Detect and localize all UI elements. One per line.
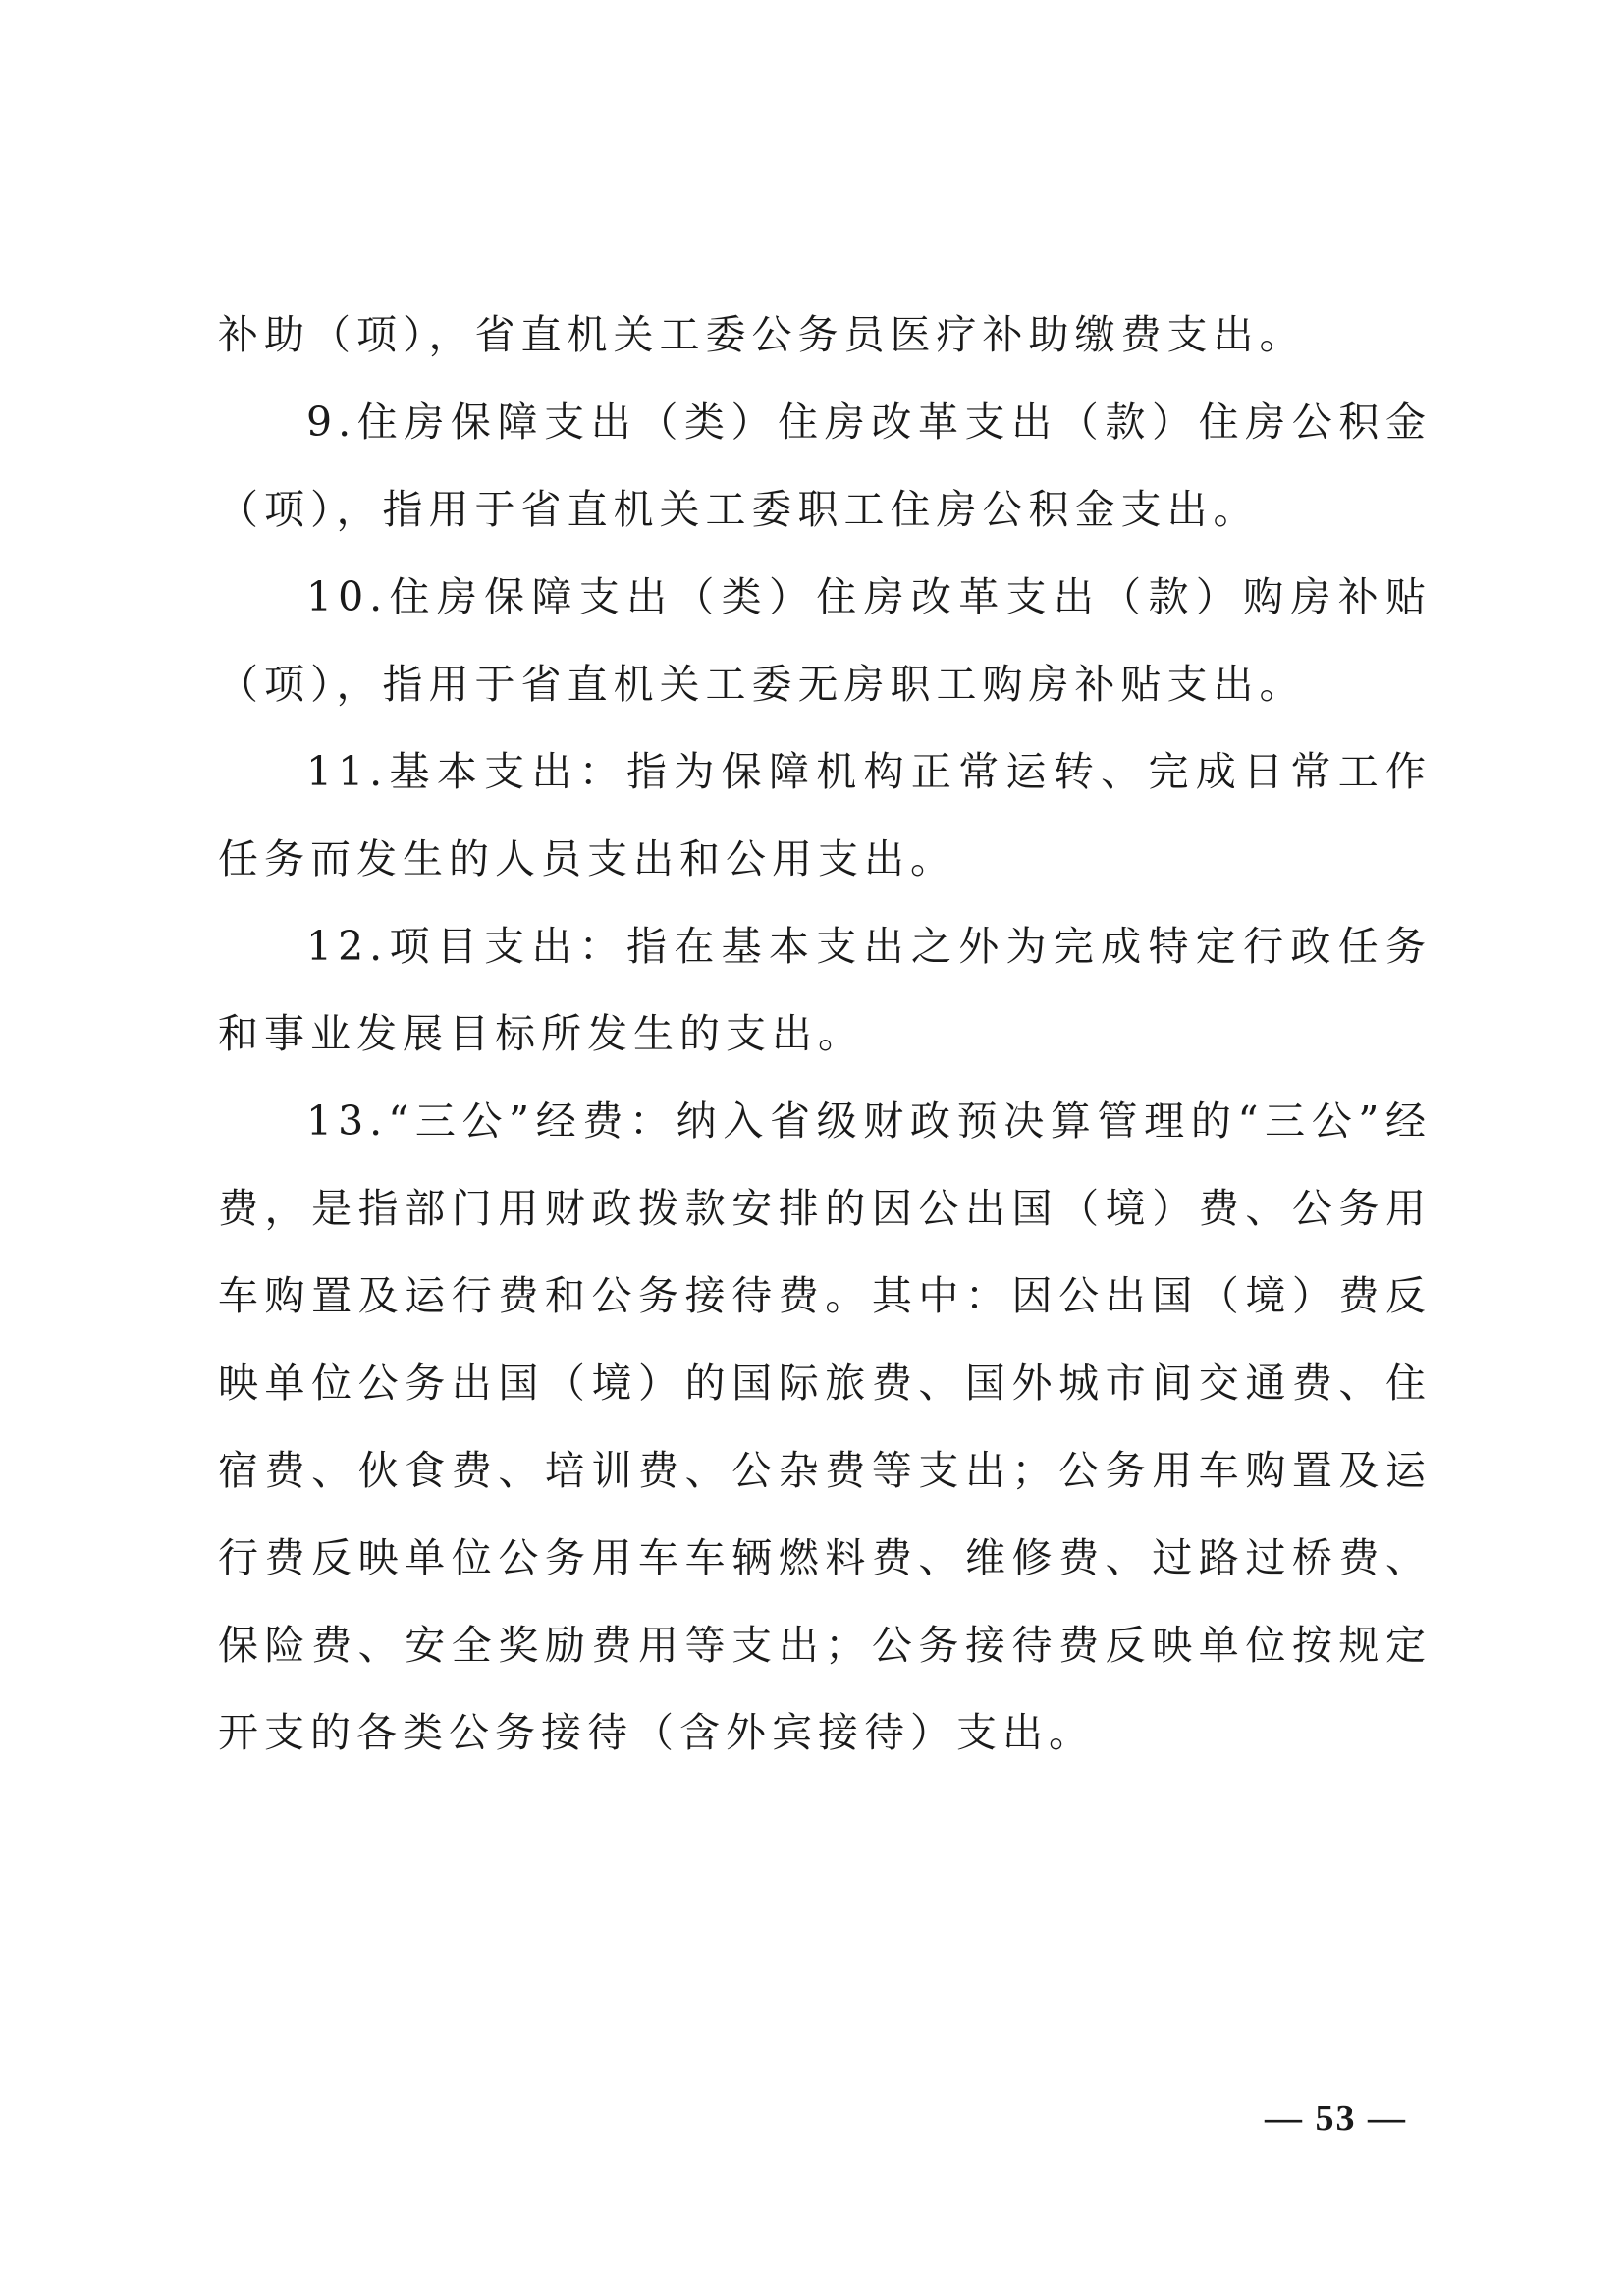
- paragraph-item-12: 12.项目支出：指在基本支出之外为完成特定行政任务和事业发展目标所发生的支出。: [218, 923, 1432, 1057]
- paragraph-continuation: 补助（项），省直机关工委公务员医疗补助缴费支出。: [218, 311, 1306, 358]
- paragraph-item-11: 11.基本支出：指为保障机构正常运转、完成日常工作任务而发生的人员支出和公用支出。: [218, 748, 1432, 882]
- paragraph-item-9: 9.住房保障支出（类）住房改革支出（款）住房公积金（项），指用于省直机关工委职工住房公积金支出。: [218, 399, 1432, 533]
- page-number: — 53 —: [1265, 2098, 1407, 2139]
- paragraph-item-10: 10.住房保障支出（类）住房改革支出（款）购房补贴（项），指用于省直机关工委无房职工购房补贴支出。: [218, 573, 1432, 708]
- paragraph-item-13: 13.“三公”经费：纳入省级财政预决算管理的“三公”经费，是指部门用财政拨款安排的因公出国（境）费、公务用车购置及运行费和公务接待费。其中：因公出国（境）费反映单位公务出国（境）的国际旅费、国外城市间交通费、住宿费、伙食费、培训费、公杂费等支出；公务用车购置及运行费反映单位公务用车车辆燃料费、维修费、过路过桥费、保险费、安全奖励费用等支出；公务接待费反映单位按规定开支的各类公务接待（含外宾接待）支出。: [218, 1097, 1432, 1756]
- body-text: [218, 292, 1432, 1777]
